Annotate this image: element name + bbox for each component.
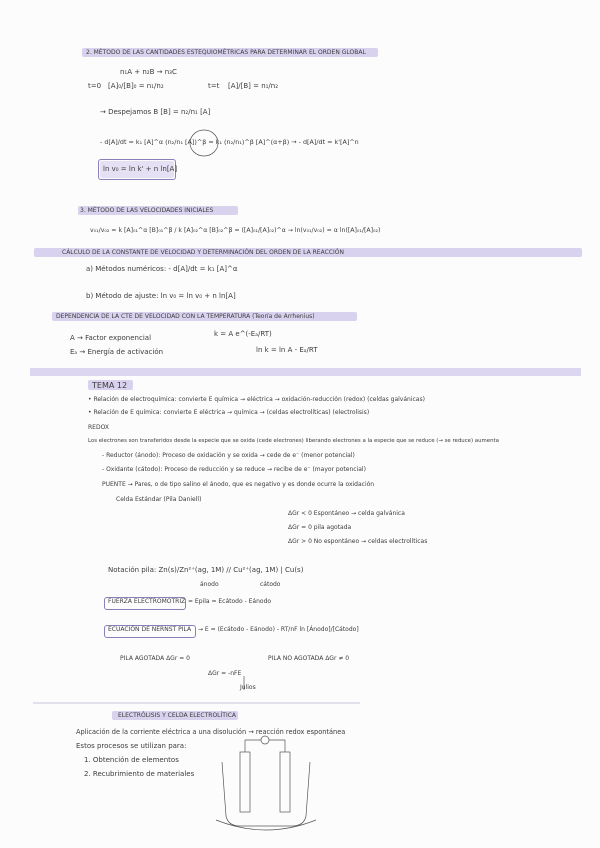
t-ratio: [A]/[B] = n₁/n₂	[228, 82, 279, 90]
nernst-equation: → E = (Ecátodo - Eánodo) - RT/nF ln [Ánodo]/[Cátodo]	[198, 626, 359, 633]
oxidante-line: - Oxidante (cátodo): Proceso de reducción y se reduce → recibe de e⁻ (mayor potencial)	[102, 466, 366, 473]
puente-line: PUENTE → Pares, o de tipo salino el ánodo, que es negativo y es donde ocurre la oxidación	[102, 481, 375, 488]
julios-label: Julios	[240, 684, 256, 691]
rate-expression: - d[A]/dt = k₁ [A]^α (n₂/n₁ [A])^β = k₁ (n₂/n₁)^β [A]^(α+β) → - d[A]/dt = k'[A]^n	[100, 138, 359, 146]
section3-heading: 3. MÉTODO DE LAS VELOCIDADES INICIALES	[80, 207, 214, 214]
reaction: n₁A + n₂B → n₃C	[120, 68, 177, 76]
dependencia-heading: DEPENDENCIA DE LA CTE DE VELOCIDAD CON LA TEMPERATURA (Teoría de Arrhenius)	[56, 313, 315, 320]
despejamos: → Despejamos B [B] = n₂/n₁ [A]	[100, 108, 211, 116]
pila-no-agotada: PILA NO AGOTADA ΔGr ≠ 0	[268, 655, 350, 662]
calculo-heading: CÁLCULO DE LA CONSTANTE DE VELOCIDAD Y DETERMINACIÓN DEL ORDEN DE LA REACCIÓN	[62, 249, 344, 256]
bullet-electrolytic: • Relación de E química: convierte E eléctrica → química → (celdas electrolíticas) (electrolisis)	[88, 409, 370, 416]
fem-label: FUERZA ELECTROMOTRIZ	[108, 598, 186, 605]
initial-rate-ratio: v₀₁/v₀₂ = k [A]₀₁^α [B]₀₁^β / k [A]₀₂^α [B]₀₂^β = ([A]₀₁/[A]₀₂)^α → ln(v₀₁/v₀₂) = α ln([A]₀₁/[A]₀₂)	[90, 227, 381, 234]
uso-recubrimiento: 2. Recubrimiento de materiales	[84, 770, 195, 778]
electrolisis-line2: Estos procesos se utilizan para:	[76, 742, 187, 750]
t-label: t=t	[208, 82, 220, 90]
tema12-title: TEMA 12	[92, 381, 128, 390]
metodo-ajuste: b) Método de ajuste: ln v₀ = ln v₀ + n ln[A]	[86, 292, 236, 300]
factor-exponencial: A → Factor exponencial	[70, 334, 152, 342]
section2-heading: 2. MÉTODO DE LAS CANTIDADES ESTEQUIOMÉTRICAS PARA DETERMINAR EL ORDEN GLOBAL	[86, 49, 366, 56]
energia-activacion: Eₐ → Energía de activación	[70, 348, 164, 356]
metodos-numericos: a) Métodos numéricos: - d[A]/dt = k₁ [A]^α	[86, 265, 238, 273]
fem-equation: = Epila = Ecátodo - Eánodo	[188, 598, 272, 605]
t0-ratio: [A]₀/[B]₀ = n₁/n₂	[108, 82, 164, 90]
gibbs-positive: ΔGr > 0 No espontáneo → celdas electrolíticas	[288, 538, 428, 545]
electrolisis-heading: ELECTRÓLISIS Y CELDA ELECTROLÍTICA	[118, 712, 237, 719]
nernst-label: ECUACIÓN DE NERNST PILA	[108, 626, 192, 633]
celda-estandar: Celda Estándar (Pila Daniell)	[116, 496, 202, 503]
electrolisis-line1: Aplicación de la corriente eléctrica a una disolución → reacción redox espontánea	[76, 728, 346, 736]
gibbs-negative: ΔGr < 0 Espontáneo → celda galvánica	[288, 510, 405, 517]
boxed-equation: ln v₀ = ln k' + n ln[A]	[103, 165, 178, 173]
gibbs-zero: ΔGr = 0 pila agotada	[288, 524, 352, 531]
uso-obtencion: 1. Obtención de elementos	[84, 756, 179, 764]
catodo-label: cátodo	[260, 581, 281, 588]
redox-label: REDOX	[88, 424, 110, 431]
arrhenius-equation: k = A e^(-Eₐ/RT)	[214, 330, 272, 338]
t0-label: t=0	[88, 82, 102, 90]
pila-agotada: PILA AGOTADA ΔGr = 0	[120, 655, 190, 662]
bullet-galvanic: • Relación de electroquímica: convierte E química → eléctrica → oxidación-reducción (redox) (celdas galvánicas)	[88, 396, 425, 403]
arrhenius-ln-equation: ln k = ln A - Eₐ/RT	[256, 346, 318, 354]
gibbs-nfe: ΔGr = -nFE	[208, 670, 242, 677]
reductor-line: - Reductor (ánodo): Proceso de oxidación y se oxida → cede de e⁻ (menor potencial)	[102, 452, 355, 459]
anodo-label: ánodo	[200, 581, 219, 588]
redox-paragraph: Los electrones son transferidos desde la especie que se oxida (cede electrones) liberando electrones a la especie que se reduce (→ se reduce) aumenta	[88, 438, 499, 444]
notacion-pila: Notación pila: Zn(s)/Zn²⁺(ag, 1M) // Cu²⁺(ag, 1M) | Cu(s)	[108, 566, 304, 574]
